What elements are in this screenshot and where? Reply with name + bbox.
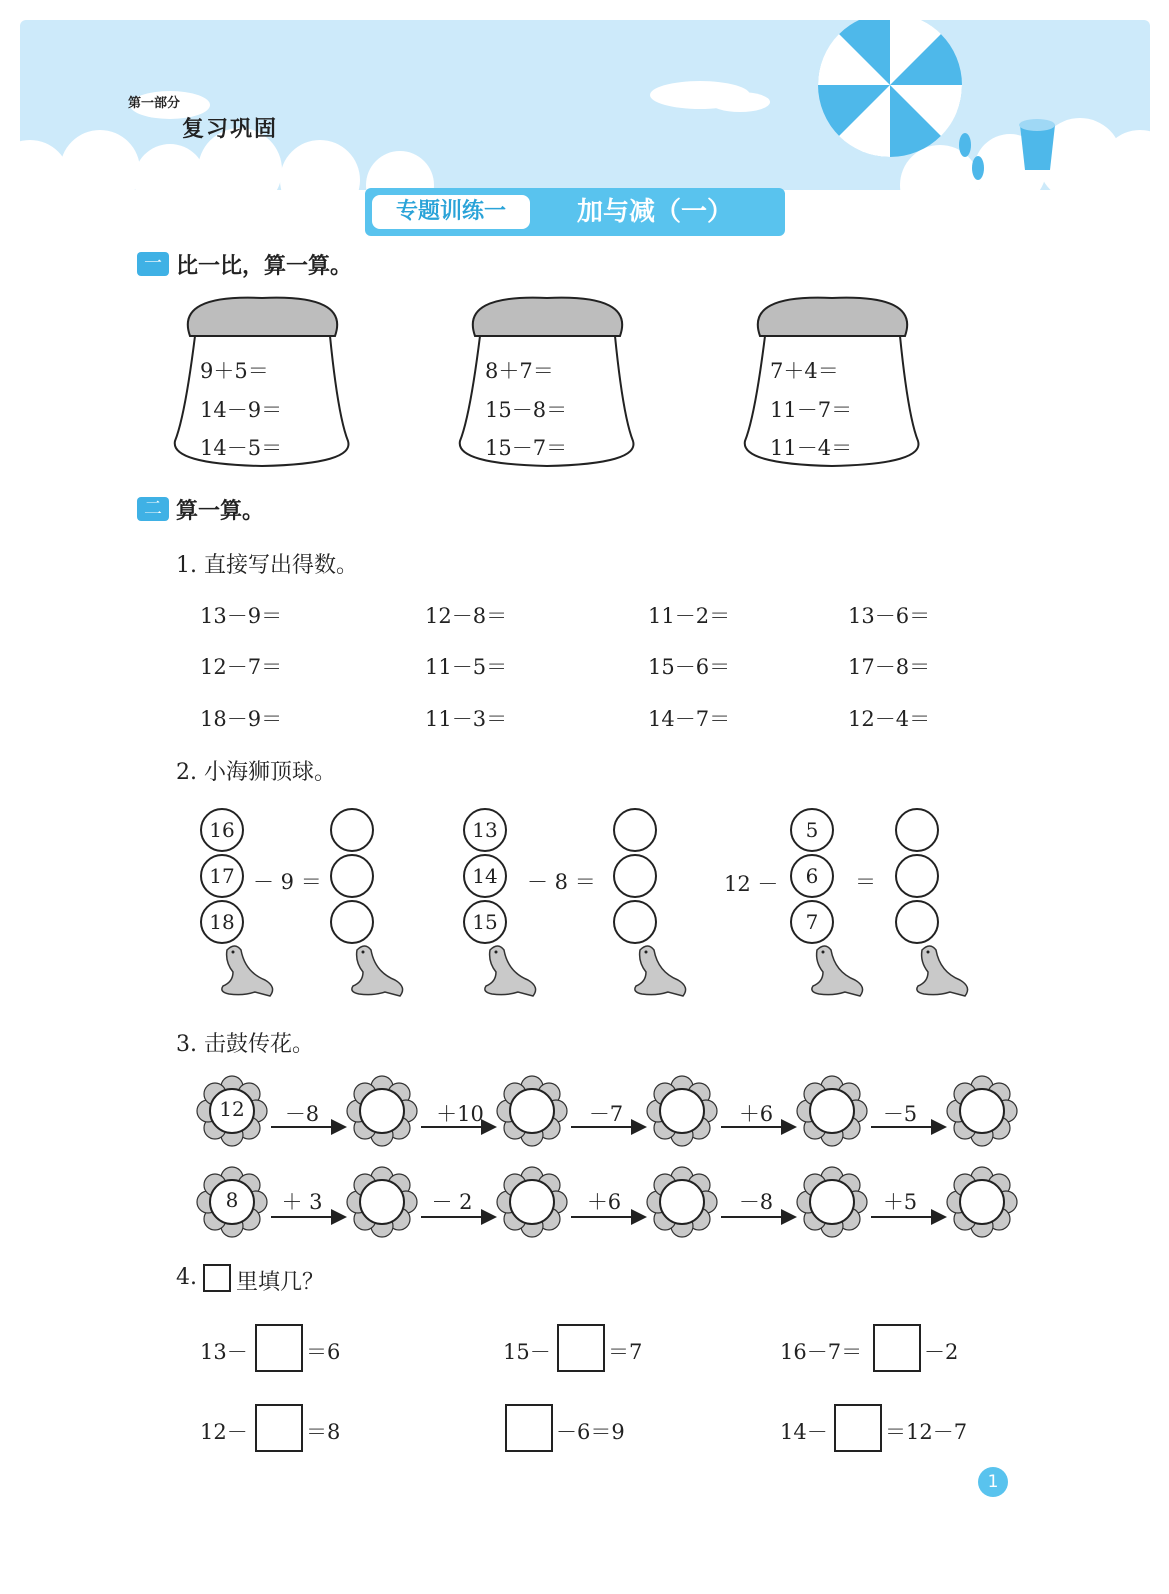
answer-box[interactable] <box>873 1324 921 1372</box>
chain-op: －8 <box>284 1102 320 1126</box>
hat-1-line-3: 14－5＝ <box>200 436 283 460</box>
q4-after: ＝8 <box>306 1420 341 1444</box>
page-title: 加与减（一） <box>576 197 733 227</box>
q1-expr: 11－2＝ <box>648 604 731 628</box>
chain-op: － 2 <box>431 1190 473 1214</box>
chain-op: ＋6 <box>738 1102 774 1126</box>
topic-label: 专题训练一 <box>372 195 530 229</box>
q1-expr: 11－5＝ <box>425 655 508 679</box>
section-2-title: 算一算。 <box>176 499 265 524</box>
ball: 13 <box>463 808 507 852</box>
q2-prefix: 12 － <box>724 872 779 896</box>
chain-op: ＋10 <box>436 1102 484 1126</box>
q4-after: －6＝9 <box>556 1420 625 1444</box>
q4-after: ＝7 <box>608 1340 643 1364</box>
section-2-number: 二 <box>137 497 169 521</box>
seal-icon <box>628 942 693 1000</box>
answer-ball[interactable] <box>895 808 939 852</box>
q4-before: 13－ <box>200 1340 248 1364</box>
q1-expr: 13－6＝ <box>848 604 931 628</box>
chain-op: ＋ 3 <box>281 1190 323 1214</box>
answer-box[interactable] <box>505 1404 553 1452</box>
hat-2-line-2: 15－8＝ <box>485 398 568 422</box>
ball: 16 <box>200 808 244 852</box>
hat-2-line-1: 8＋7＝ <box>485 359 554 383</box>
answer-box[interactable] <box>255 1324 303 1372</box>
ball: 18 <box>200 900 244 944</box>
ball: 14 <box>463 854 507 898</box>
section-1-title: 比一比，算一算。 <box>176 254 353 279</box>
hat-3-line-2: 11－7＝ <box>770 398 853 422</box>
q2-op: － 9 ＝ <box>253 870 322 894</box>
flower-start: 12 <box>219 1097 245 1121</box>
answer-box[interactable] <box>834 1404 882 1452</box>
q4-before: 15－ <box>503 1340 551 1364</box>
chain-op: ＋6 <box>586 1190 622 1214</box>
q4-number: 4. <box>176 1265 197 1290</box>
seal-icon <box>215 942 280 1000</box>
flower-start: 8 <box>225 1188 239 1212</box>
q4-after: ＝6 <box>306 1340 341 1364</box>
answer-ball[interactable] <box>330 808 374 852</box>
hat-3-line-3: 11－4＝ <box>770 436 853 460</box>
seal-icon <box>478 942 543 1000</box>
q1-expr: 17－8＝ <box>848 655 931 679</box>
q1-expr: 12－4＝ <box>848 707 931 731</box>
q1-expr: 12－8＝ <box>425 604 508 628</box>
q2-op: － 8 ＝ <box>527 870 596 894</box>
ball: 17 <box>200 854 244 898</box>
hat-1-line-1: 9＋5＝ <box>200 359 269 383</box>
answer-ball[interactable] <box>330 854 374 898</box>
answer-ball[interactable] <box>330 900 374 944</box>
ball: 7 <box>790 900 834 944</box>
part-title: 复习巩固 <box>182 117 279 142</box>
q1-expr: 14－7＝ <box>648 707 731 731</box>
q4-before: 16－7＝ <box>780 1340 863 1364</box>
part-label: 第一部分 <box>128 96 181 111</box>
q4-before: 14－ <box>780 1420 828 1444</box>
chain-op: －7 <box>588 1102 624 1126</box>
page-number: 1 <box>978 1467 1008 1497</box>
section-1-number: 一 <box>137 252 169 276</box>
answer-ball[interactable] <box>613 900 657 944</box>
q1-expr: 15－6＝ <box>648 655 731 679</box>
q4-title: 里填几？ <box>236 1270 325 1295</box>
q1-expr: 18－9＝ <box>200 707 283 731</box>
q1-expr: 11－3＝ <box>425 707 508 731</box>
ball: 5 <box>790 808 834 852</box>
q1-title: 1. 直接写出得数。 <box>176 553 358 578</box>
answer-ball[interactable] <box>895 900 939 944</box>
q1-expr: 12－7＝ <box>200 655 283 679</box>
q4-after: ＝12－7 <box>885 1420 968 1444</box>
q4-before: 12－ <box>200 1420 248 1444</box>
answer-ball[interactable] <box>613 808 657 852</box>
q2-op: ＝ <box>855 870 876 894</box>
chain-op: ＋5 <box>882 1190 918 1214</box>
q4-after: －2 <box>924 1340 959 1364</box>
blank-box-icon <box>203 1264 231 1292</box>
q2-title: 2. 小海狮顶球。 <box>176 760 336 785</box>
q3-title: 3. 击鼓传花。 <box>176 1032 314 1057</box>
seal-icon <box>910 942 975 1000</box>
chain-op: －8 <box>738 1190 774 1214</box>
chain-op: －5 <box>882 1102 918 1126</box>
answer-box[interactable] <box>255 1404 303 1452</box>
seal-icon <box>805 942 870 1000</box>
ball: 15 <box>463 900 507 944</box>
hat-1-line-2: 14－9＝ <box>200 398 283 422</box>
header-banner <box>20 20 1150 190</box>
answer-box[interactable] <box>557 1324 605 1372</box>
answer-ball[interactable] <box>613 854 657 898</box>
seal-icon <box>345 942 410 1000</box>
q1-expr: 13－9＝ <box>200 604 283 628</box>
hat-3-line-1: 7＋4＝ <box>770 359 839 383</box>
hat-2-line-3: 15－7＝ <box>485 436 568 460</box>
answer-ball[interactable] <box>895 854 939 898</box>
ball: 6 <box>790 854 834 898</box>
